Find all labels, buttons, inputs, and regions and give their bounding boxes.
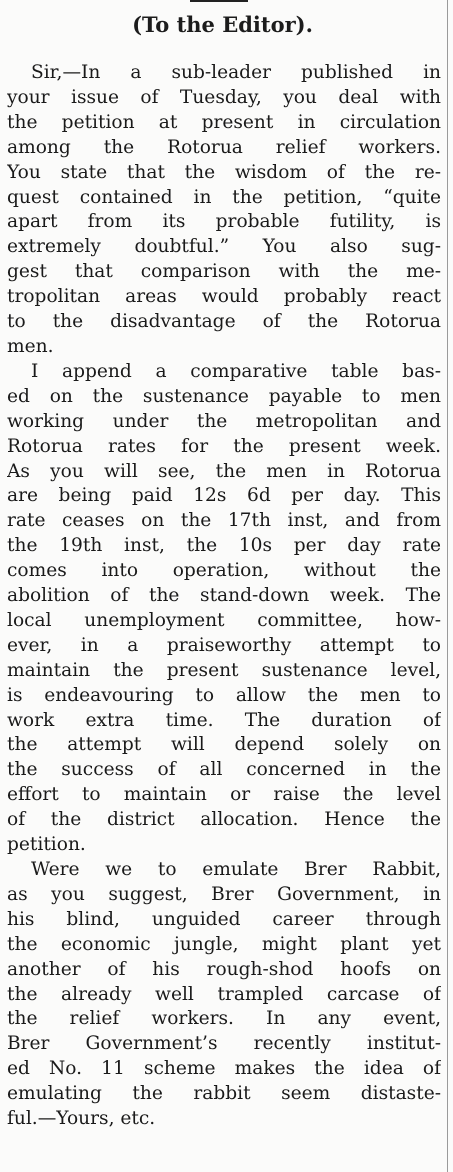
text-line: abolition of the stand-down week. The	[7, 585, 441, 607]
text-line: to the disadvantage of the Rotorua	[7, 311, 441, 333]
text-line: emulating the rabbit seem distaste-	[7, 1083, 441, 1105]
text-line: as you suggest, Brer Government, in	[7, 883, 441, 905]
column-divider	[447, 0, 448, 1172]
text-line: his blind, unguided career through	[7, 908, 441, 930]
paragraph-1	[7, 61, 441, 360]
text-line: ever, in a praiseworthy attempt to	[7, 634, 441, 656]
text-line: work extra time. The duration of	[7, 709, 441, 731]
text-line: ful.—Yours, etc.	[7, 1108, 156, 1130]
text-line: your issue of Tuesday, you deal with	[7, 86, 441, 108]
text-line: another of his rough-shod hoofs on	[7, 958, 441, 980]
text-line: apart from its probable futility, is	[7, 211, 441, 233]
text-line: quest contained in the petition, “quite	[7, 186, 441, 208]
text-line: Rotorua rates for the present week.	[7, 435, 441, 457]
text-line: comes into operation, without the	[7, 560, 441, 582]
text-line: ed on the sustenance payable to men	[7, 385, 441, 407]
text-line: tropolitan areas would probably react	[7, 286, 441, 308]
paragraph-2	[7, 360, 441, 858]
paragraph-3	[7, 858, 441, 1132]
text-line: gest that comparison with the me-	[7, 261, 441, 283]
text-line: maintain the present sustenance level,	[7, 659, 441, 681]
text-line: men.	[7, 335, 54, 357]
text-line: extremely doubtful.” You also sug-	[7, 236, 441, 258]
text-line: As you will see, the men in Rotorua	[7, 460, 441, 482]
text-line: You state that the wisdom of the re-	[7, 161, 441, 183]
top-rule	[190, 0, 248, 2]
text-line: petition.	[7, 834, 86, 856]
text-line: working under the metropolitan and	[7, 410, 441, 432]
text-line: Sir,—In a sub-leader published in	[31, 62, 441, 83]
text-line: among the Rotorua relief workers.	[7, 136, 441, 158]
text-line: the attempt will depend solely on	[7, 734, 441, 756]
text-line: the success of all concerned in the	[7, 759, 441, 781]
text-line: the relief workers. In any event,	[7, 1008, 441, 1030]
text-line: the economic jungle, might plant yet	[7, 933, 441, 955]
letter-heading: (To the Editor).	[132, 12, 313, 37]
text-line: local unemployment committee, how-	[7, 609, 441, 631]
text-line: I append a comparative table bas-	[31, 360, 441, 382]
text-line: ed No. 11 scheme makes the idea of	[7, 1058, 441, 1080]
text-line: Were we to emulate Brer Rabbit,	[31, 859, 441, 880]
text-line: effort to maintain or raise the level	[7, 784, 441, 806]
text-line: the petition at present in circulation	[7, 111, 441, 133]
text-line: of the district allocation. Hence the	[7, 809, 441, 831]
text-line: the already well trampled carcase of	[7, 983, 441, 1005]
text-line: Brer Government’s recently institut-	[7, 1033, 441, 1055]
text-line: rate ceases on the 17th inst, and from	[7, 510, 441, 532]
text-line: is endeavouring to allow the men to	[7, 684, 441, 706]
text-line: the 19th inst, the 10s per day rate	[7, 535, 441, 557]
text-line: are being paid 12s 6d per day. This	[7, 485, 441, 507]
letter-body	[7, 61, 441, 1132]
